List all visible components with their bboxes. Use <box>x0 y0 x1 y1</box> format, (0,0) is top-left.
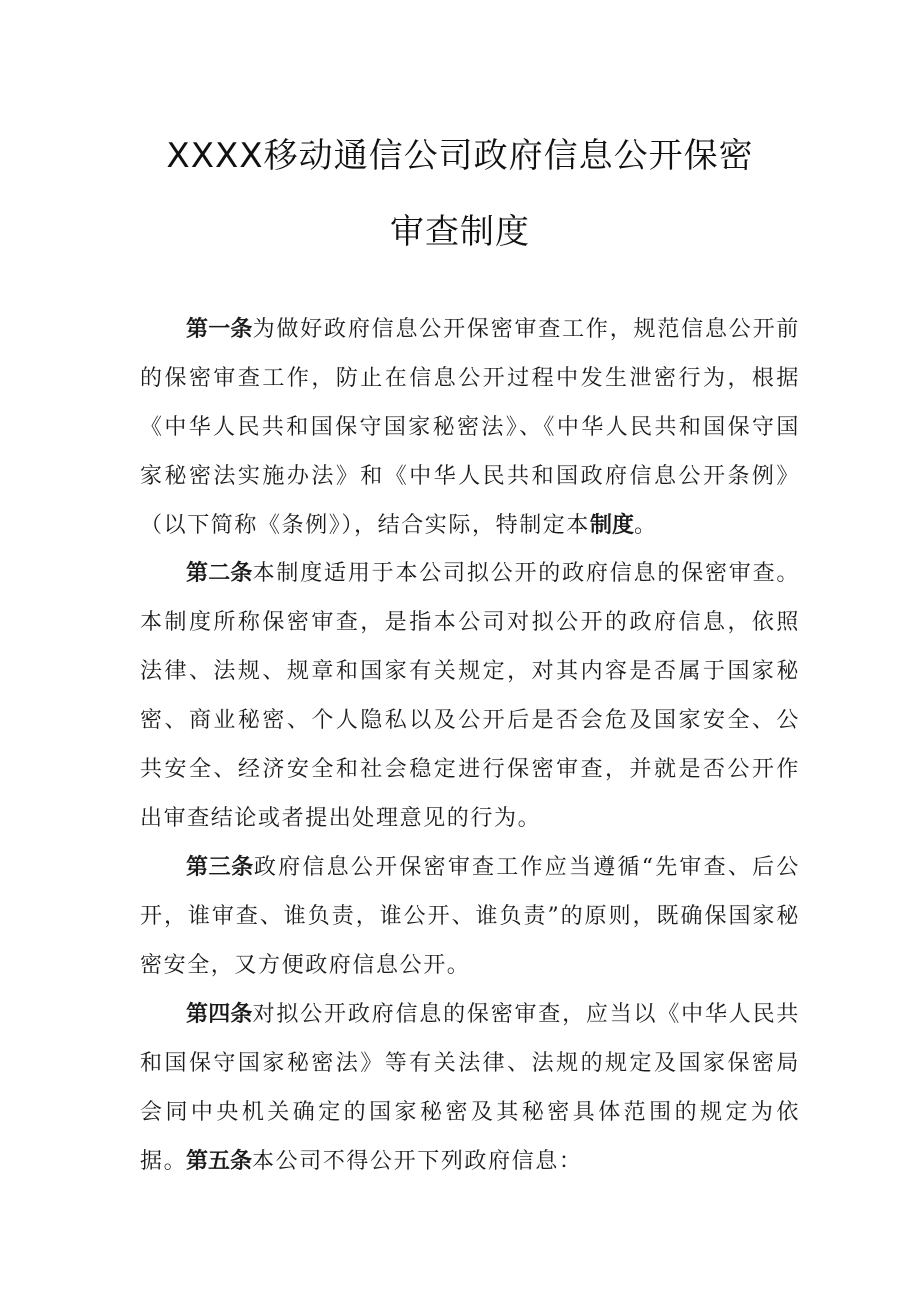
document-title-line-1: XXXX移动通信公司政府信息公开保密 <box>166 136 754 176</box>
article-2 <box>140 549 800 843</box>
article-1-body: 为做好政府信息公开保密审查工作，规范信息公开前的保密审查工作，防止在信息公开过程中发生泄密行为，根据《中华人民共和国保守国家秘密法》、《中华人民共和国保守国家秘密法实施办法》和《中华人民共和国政府信息公开条例》（以下简称《条例》），结合实际，特制定本 <box>140 317 800 538</box>
article-4-lead: 第四条 <box>186 1002 253 1027</box>
article-2-lead: 第二条 <box>186 561 253 586</box>
document-title-line-2: 审查制度 <box>390 212 530 252</box>
article-3-body: 政府信息公开保密审查工作应当遵循“先审查、后公开，谁审查、谁负责，谁公开、谁负责”的原则，既确保国家秘密安全，又方便政府信息公开。 <box>140 855 800 978</box>
article-1-tail: 。 <box>634 513 658 538</box>
article-3-lead: 第三条 <box>186 855 254 880</box>
article-3 <box>140 843 800 990</box>
article-1 <box>140 305 800 550</box>
article-1-lead: 第一条 <box>186 317 253 342</box>
article-4-body: 对拟公开政府信息的保密审查，应当以《中华人民共和国保守国家秘密法》等有关法律、法规的规定及国家保密局会同中央机关确定的国家秘密及其秘密具体范围的规定为依据。 <box>140 1002 800 1174</box>
article-5-body: 本公司不得公开下列政府信息： <box>252 1149 583 1174</box>
article-2-body: 本制度适用于本公司拟公开的政府信息的保密审查。本制度所称保密审查，是指本公司对拟公开的政府信息，依照法律、法规、规章和国家有关规定，对其内容是否属于国家秘密、商业秘密、个人隐私以及公开后是否会危及国家安全、公共安全、经济安全和社会稳定进行保密审查，并就是否公开作出审查结论或者提出处理意见的行为。 <box>140 561 800 831</box>
article-5 <box>140 1137 800 1186</box>
article-1-emphasis: 制度 <box>590 513 635 538</box>
article-5-lead: 第五条 <box>186 1149 253 1174</box>
